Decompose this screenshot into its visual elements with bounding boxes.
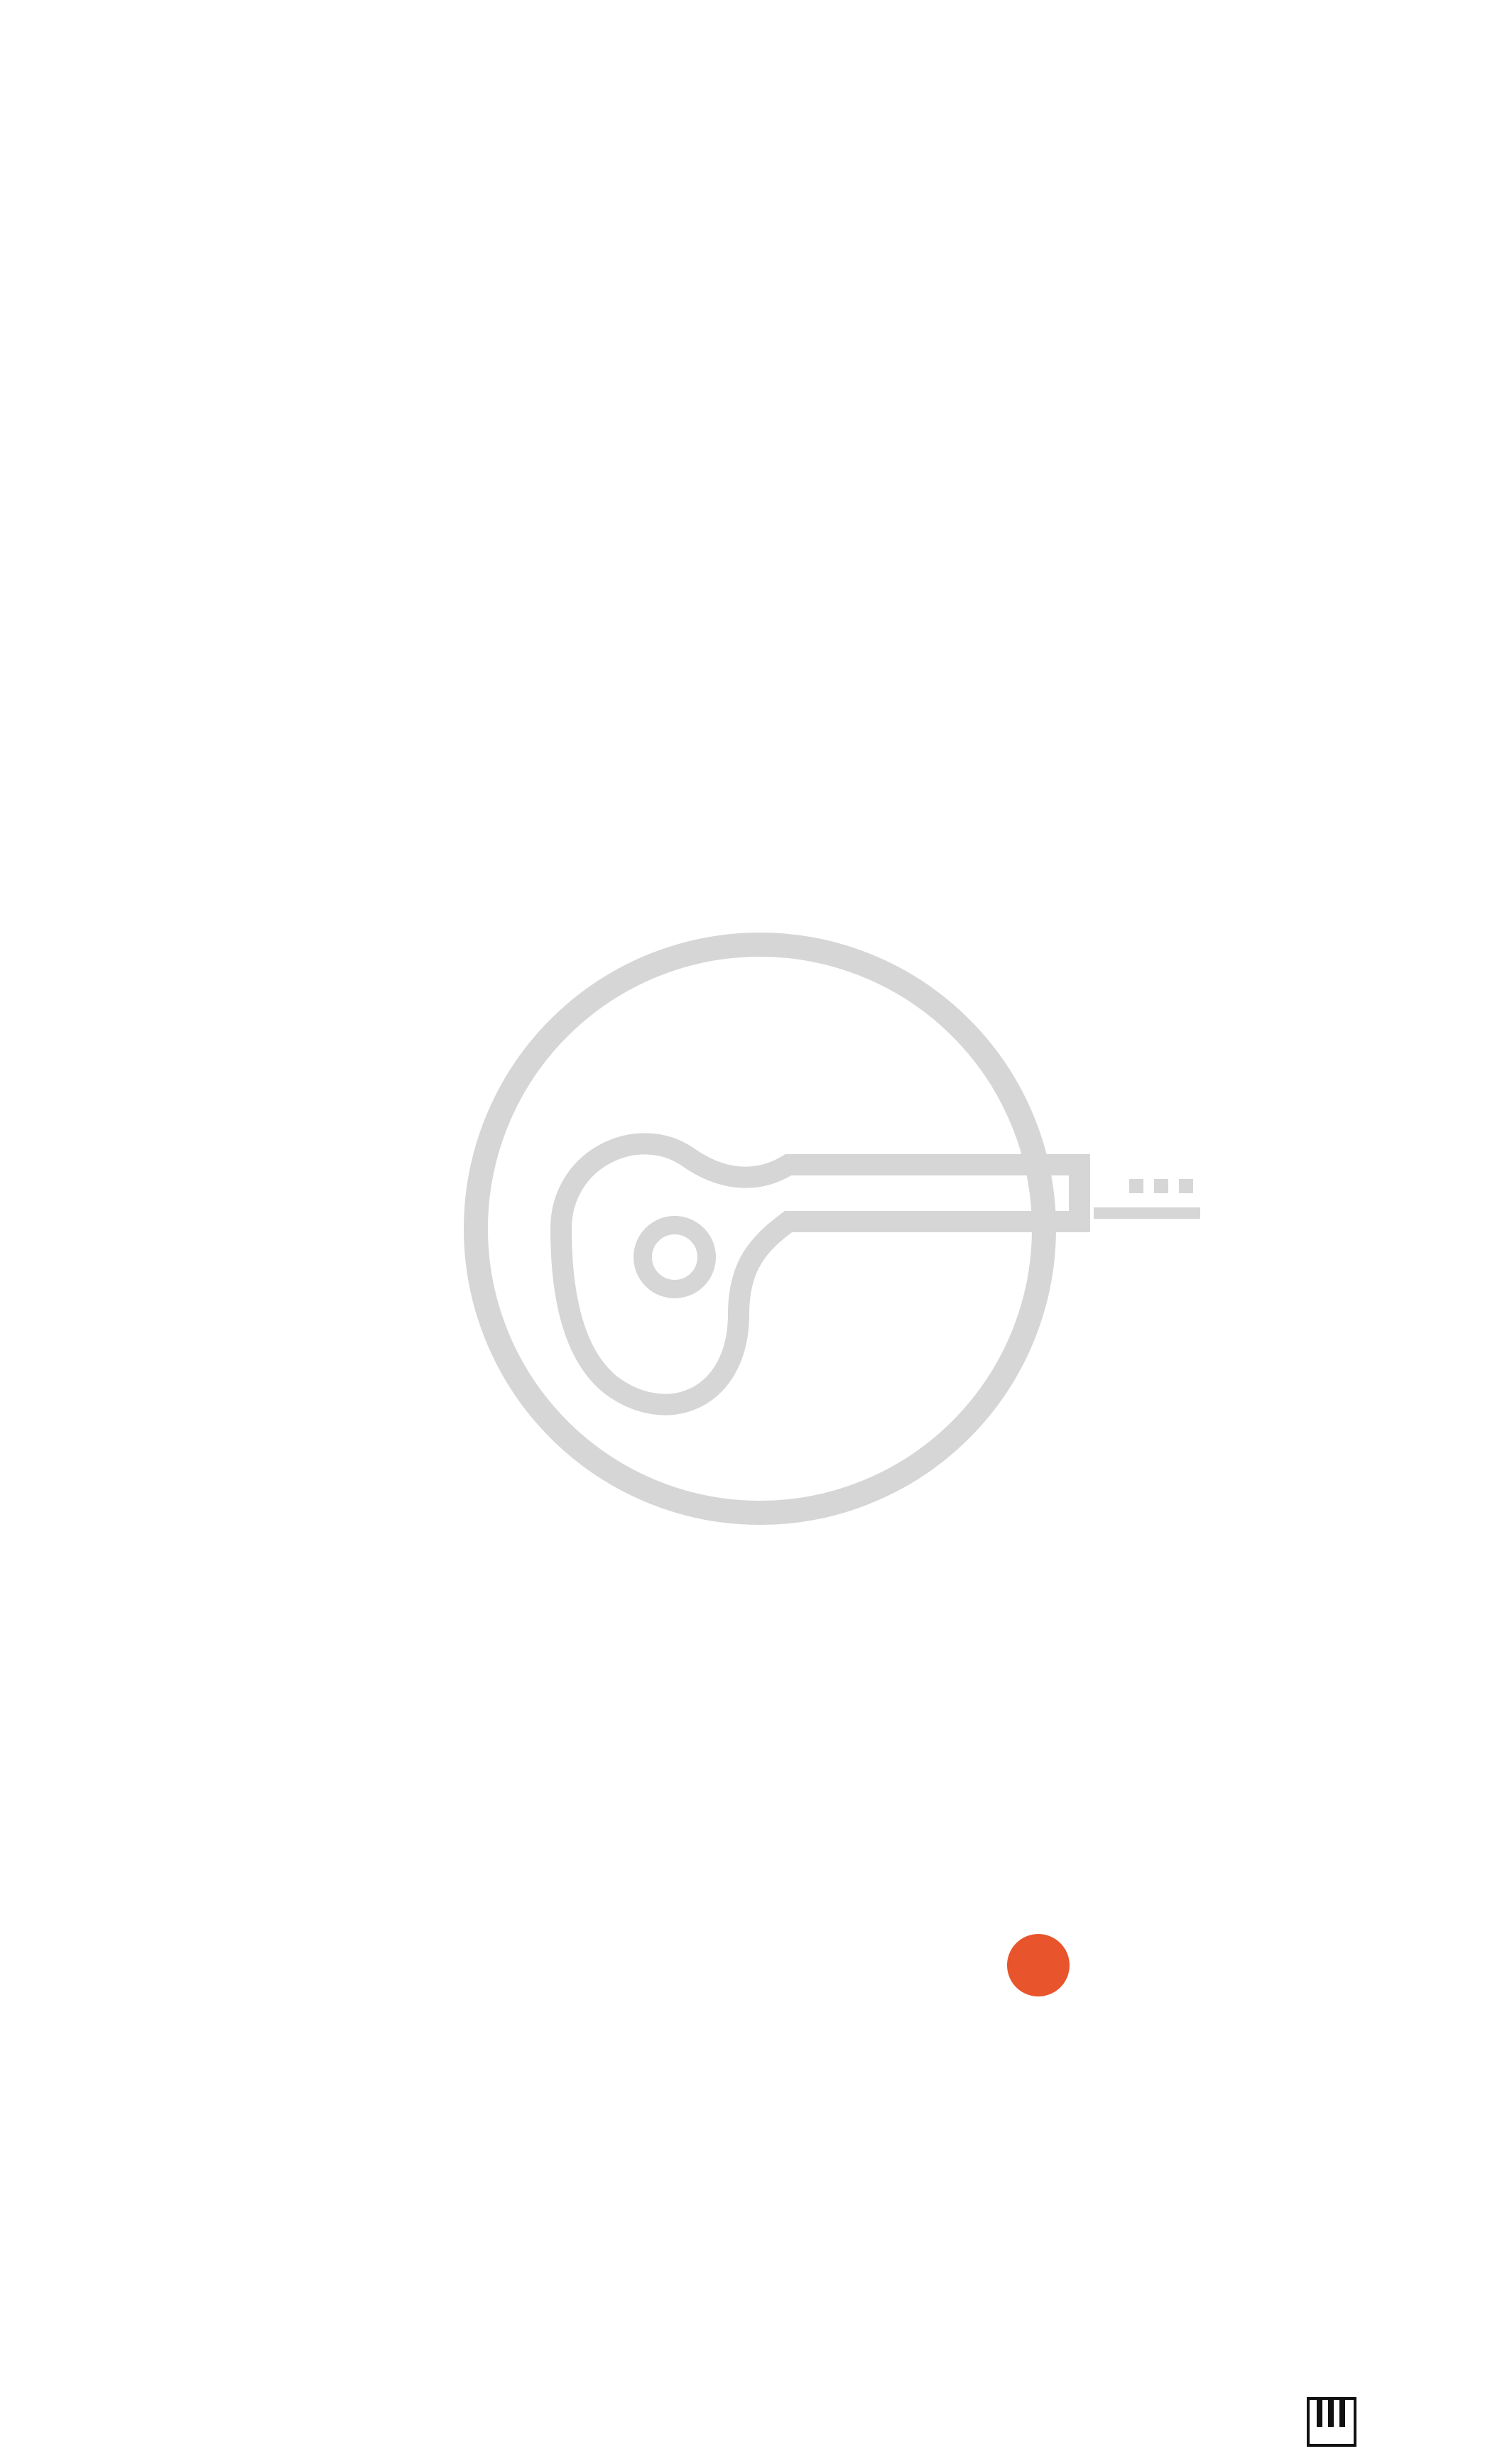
watermark-logo [455, 888, 1207, 1570]
taobao-badge [1003, 1930, 1074, 2001]
qr-code-wechat [369, 1843, 614, 2088]
qr-code-top [28, 21, 302, 295]
piano-icon [1307, 2397, 1356, 2447]
qr-code-taobao [916, 1843, 1161, 2088]
key-signature [34, 334, 48, 372]
site-logo [1307, 2393, 1506, 2450]
guitar-tab [0, 376, 1512, 746]
